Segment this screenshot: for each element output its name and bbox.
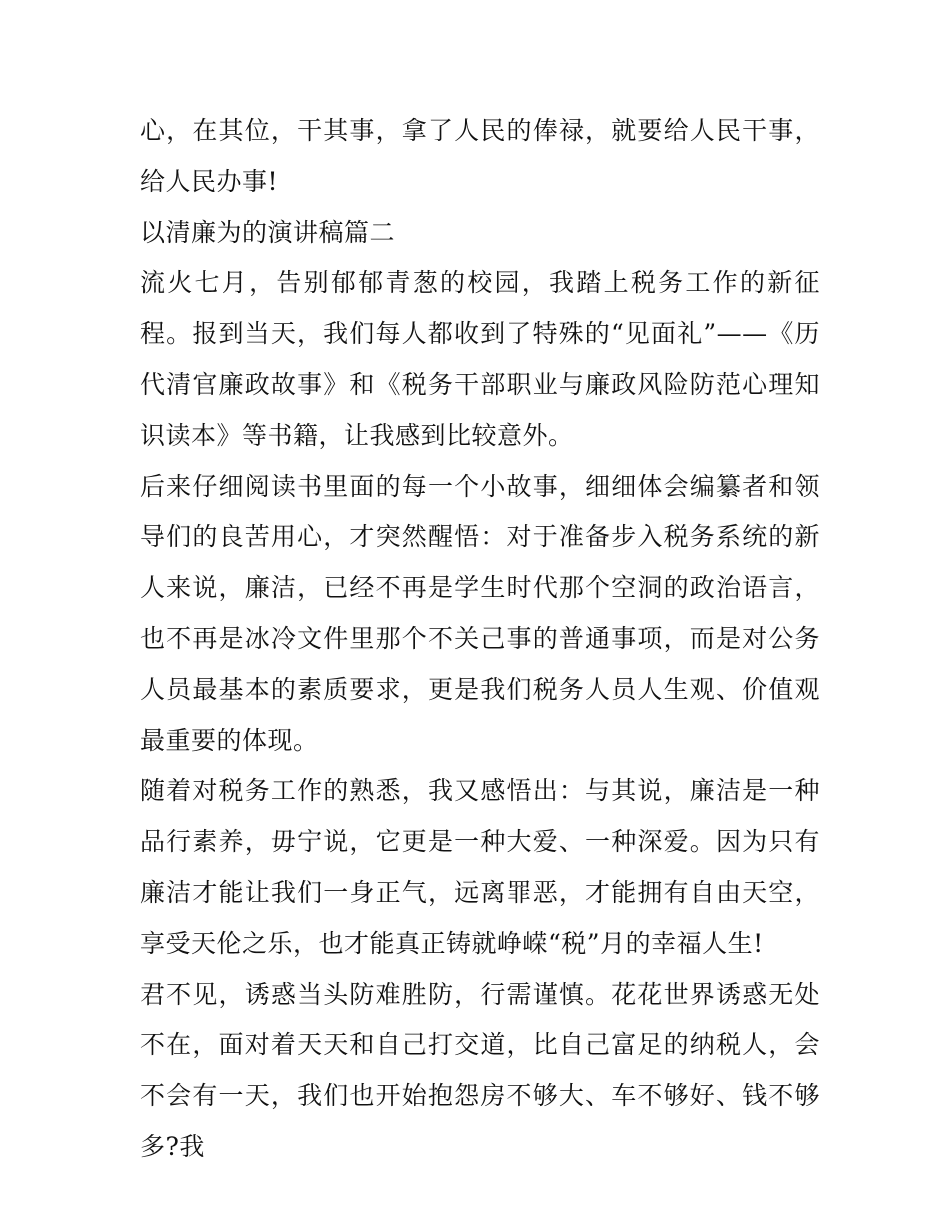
paragraph-insight: 随着对税务工作的熟悉，我又感悟出：与其说，廉洁是一种品行素养，毋宁说，它更是一种大爱、一种深爱。因为只有廉洁才能让我们一身正气，远离罪恶，才能拥有自由天空，享受天伦之乐，也才能真正铸就峥嵘“税”月的幸福人生! bbox=[140, 776, 820, 958]
section-heading: 以清廉为的演讲稿篇二 bbox=[140, 217, 396, 247]
paragraph-continuation: 心，在其位，干其事，拿了人民的俸禄，就要给人民干事，给人民办事! bbox=[140, 116, 820, 196]
document-body bbox=[140, 106, 820, 1173]
paragraph-intro: 流火七月，告别郁郁青葱的校园，我踏上税务工作的新征程。报到当天，我们每人都收到了特殊的“见面礼”——《历代清官廉政故事》和《税务干部职业与廉政风险防范心理知识读本》等书籍，让我感到比较意外。 bbox=[140, 268, 820, 450]
paragraph-temptation: 君不见，诱惑当头防难胜防，行需谨慎。花花世界诱惑无处不在，面对着天天和自己打交道，比自己富足的纳税人，会不会有一天，我们也开始抱怨房不够大、车不够好、钱不够多?我 bbox=[140, 979, 820, 1161]
paragraph-reflection: 后来仔细阅读书里面的每一个小故事，细细体会编纂者和领导们的良苦用心，才突然醒悟：对于准备步入税务系统的新人来说，廉洁，已经不再是学生时代那个空洞的政治语言，也不再是冰冷文件里那个不关己事的普通事项，而是对公务人员最基本的素质要求，更是我们税务人员人生观、价值观最重要的体现。 bbox=[140, 471, 820, 755]
